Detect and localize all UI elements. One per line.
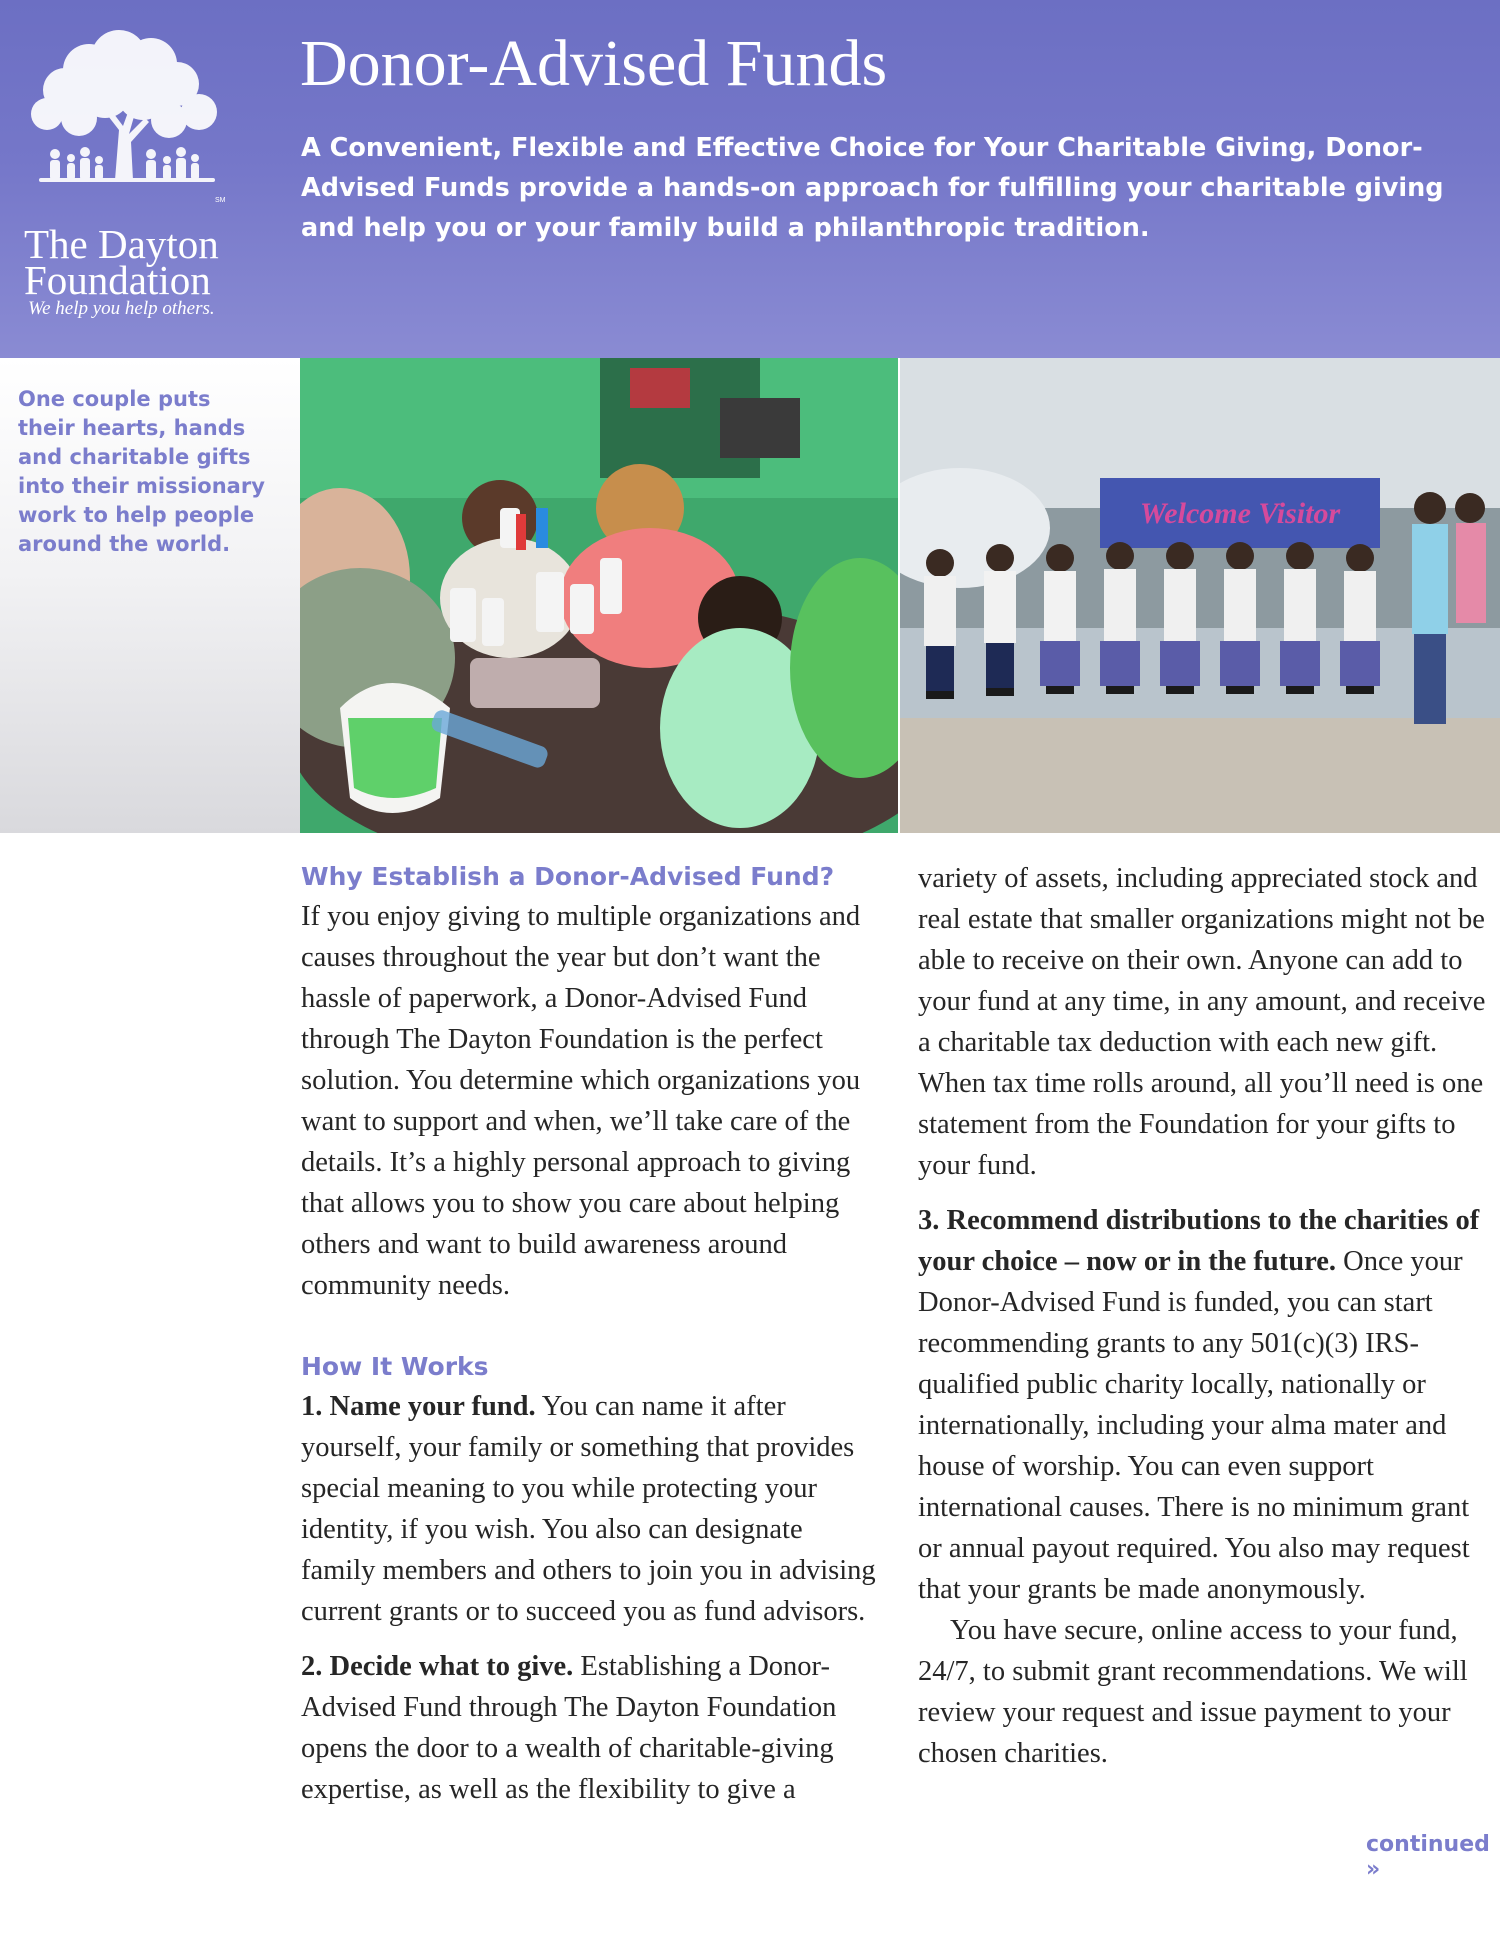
logo-tagline: We help you help others. — [28, 298, 215, 319]
step1-body: You can name it after yourself, your family or something that provides special meaning to you while protecting your identity, if you wish. You also can designate family members and others to join you in advising current grants or to succeed you as fund advisors. — [301, 1391, 876, 1627]
why-paragraph: If you enjoy giving to multiple organizations and causes throughout the year but don’t want the hassle of paperwork, a Donor-Advised Fund through The Dayton Foundation is the perfect solution. You determine which organizations you want to support and when, we’ll take care of the details. It’s a highly personal approach to giving that allows you to show you care about helping others and want to build awareness around community needs. — [301, 901, 861, 1301]
step3-paragraph — [918, 1200, 1493, 1610]
page-subtitle: A Convenient, Flexible and Effective Choice for Your Charitable Giving, Donor-Advised Funds provide a hands-on approach for fulfilling your charitable giving and help you or your family build a philanthropic tradition. — [301, 133, 1444, 243]
step3-lead: 3. Recommend distributions to the charities of your choice – now or in the future. — [918, 1205, 1480, 1277]
online-access-paragraph: You have secure, online access to your fund, 24/7, to submit grant recommendations. We will review your request and issue payment to your chosen charities. — [918, 1615, 1468, 1769]
page-title: Donor-Advised Funds — [300, 27, 888, 100]
body-column-right — [918, 858, 1493, 1774]
step2-paragraph — [301, 1646, 876, 1810]
how-heading: How It Works — [301, 1352, 489, 1381]
body-column-left — [301, 858, 876, 1810]
step1-paragraph — [301, 1386, 876, 1632]
photo-schoolchildren — [900, 358, 1500, 833]
why-heading: Why Establish a Donor-Advised Fund? — [301, 862, 835, 891]
photo-schoolchildren-image — [900, 358, 1500, 833]
step2-continued: variety of assets, including appreciated stock and real estate that smaller organizations might not be able to receive on their own. Anyone can add to your fund at any time, in any amount, and receive a charitable tax deduction with each new gift. When tax time rolls around, all you’ll need is one statement from the Foundation for your gifts to your fund. — [918, 863, 1486, 1181]
step2-lead: 2. Decide what to give. — [301, 1651, 574, 1682]
logo-name-line1: The Dayton — [24, 221, 219, 267]
continued-link[interactable]: continued » — [1366, 1832, 1490, 1882]
photo-missionary-work-image — [300, 358, 898, 833]
banner-text: Welcome Visitor — [1139, 497, 1341, 530]
service-mark: SM — [215, 197, 226, 204]
step1-lead: 1. Name your fund. — [301, 1391, 536, 1422]
photo-caption: One couple puts their hearts, hands and charitable gifts into their missionary work to help people around the world. — [18, 387, 265, 556]
step2-body: Establishing a Donor-Advised Fund through The Dayton Foundation opens the door to a wealth of charitable-giving expertise, as well as the flexibility to give a — [301, 1651, 837, 1805]
header-band — [0, 0, 1500, 358]
logo-wordmark — [24, 221, 254, 303]
tree-family-icon — [19, 30, 231, 220]
dayton-foundation-logo — [14, 30, 236, 330]
photo-missionary-work — [300, 358, 898, 833]
step3-body: Once your Donor-Advised Fund is funded, you can start recommending grants to any 501(c)(3) IRS-qualified public charity locally, nationally or internationally, including your alma mater and house of worship. You can even support international causes. There is no minimum grant or annual payout required. You also may request that your grants be made anonymously. — [918, 1246, 1470, 1605]
logo-name-line2: Foundation — [24, 257, 211, 303]
